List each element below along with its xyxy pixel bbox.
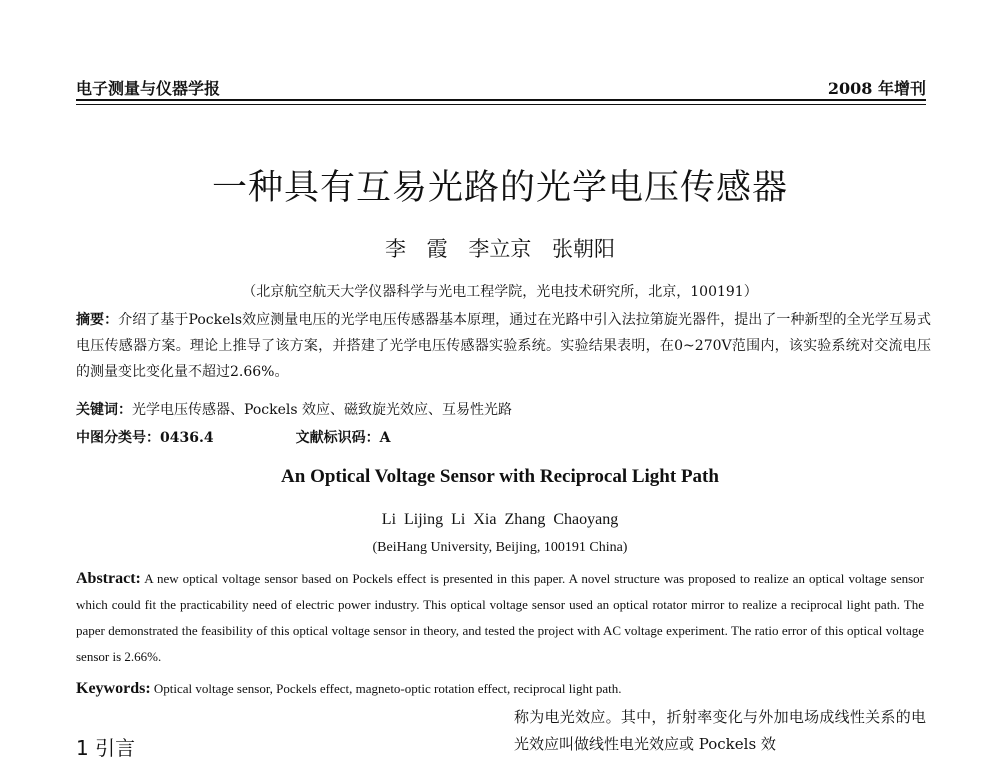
journal-name: 电子测量与仪器学报 xyxy=(76,79,221,98)
abstract-cn xyxy=(76,307,931,385)
abstract-en-label: Abstract: xyxy=(76,570,141,587)
abstract-cn-text: 介绍了基于Pockels效应测量电压的光学电压传感器基本原理，通过在光路中引入法拉第旋光器件，提出了一种新型的全光学互易式电压传感器方案。理论上推导了该方案，并搭建了光学电压传感器实验系统。实验结果表明，在0~270V范围内，该实验系统对交流电压的测量变比变化量不超过2.66%。 xyxy=(76,312,931,380)
keywords-cn-label: 关键词： xyxy=(76,402,132,418)
abstract-en-text: A new optical voltage sensor based on Pockels effect is presented in this paper. A novel structure was proposed to realize an optical voltage sensor which could fit the practicability need of electric power industry. This optical voltage sensor used an optical rotator mirror to realize a reciprocal light path. The paper demonstrated the feasibility of this optical voltage sensor in theory, and tested the project with AC voltage experiment. The ratio error of this optical voltage sensor is 2.66%. xyxy=(76,571,924,664)
doc-code-label: 文献标识码： xyxy=(295,430,380,446)
classification-line xyxy=(76,427,390,447)
clc-label: 中图分类号： xyxy=(76,430,160,446)
abstract-cn-label: 摘要： xyxy=(76,312,119,328)
abstract-en xyxy=(76,566,924,670)
clc-value: 0436.4 xyxy=(160,430,214,446)
authors-cn: 李 霞 李立京 张朝阳 xyxy=(384,237,616,261)
keywords-cn-text: 光学电压传感器、Pockels 效应、磁致旋光效应、互易性光路 xyxy=(132,402,513,418)
affiliation-en: (BeiHang University, Beijing, 100191 China) xyxy=(372,540,628,555)
section-heading-introduction: 1 引言 xyxy=(76,736,136,760)
keywords-en-label: Keywords: xyxy=(76,680,151,697)
affiliation-cn: （北京航空航天大学仪器科学与光电工程学院，光电技术研究所，北京，100191） xyxy=(242,284,758,300)
authors-en: Li Lijing Li Xia Zhang Chaoyang xyxy=(381,511,619,528)
doc-code-value: A xyxy=(379,430,391,446)
issue-label: 2008 年增刊 xyxy=(827,79,926,98)
header-rule-thick xyxy=(76,99,926,101)
paper-title-cn: 一种具有互易光路的光学电压传感器 xyxy=(211,168,788,208)
keywords-en-text: Optical voltage sensor, Pockels effect, magneto-optic rotation effect, reciprocal light path. xyxy=(153,681,622,696)
body-text-right-column: 称为电光效应。其中，折射率变化与外加电场成线性关系的电光效应叫做线性电光效应或 Pockels 效 xyxy=(514,708,926,753)
header-rule-thin xyxy=(76,104,926,105)
keywords-en xyxy=(76,680,621,698)
keywords-cn xyxy=(76,399,512,419)
paper-title-en: An Optical Voltage Sensor with Reciprocal Light Path xyxy=(281,466,719,487)
